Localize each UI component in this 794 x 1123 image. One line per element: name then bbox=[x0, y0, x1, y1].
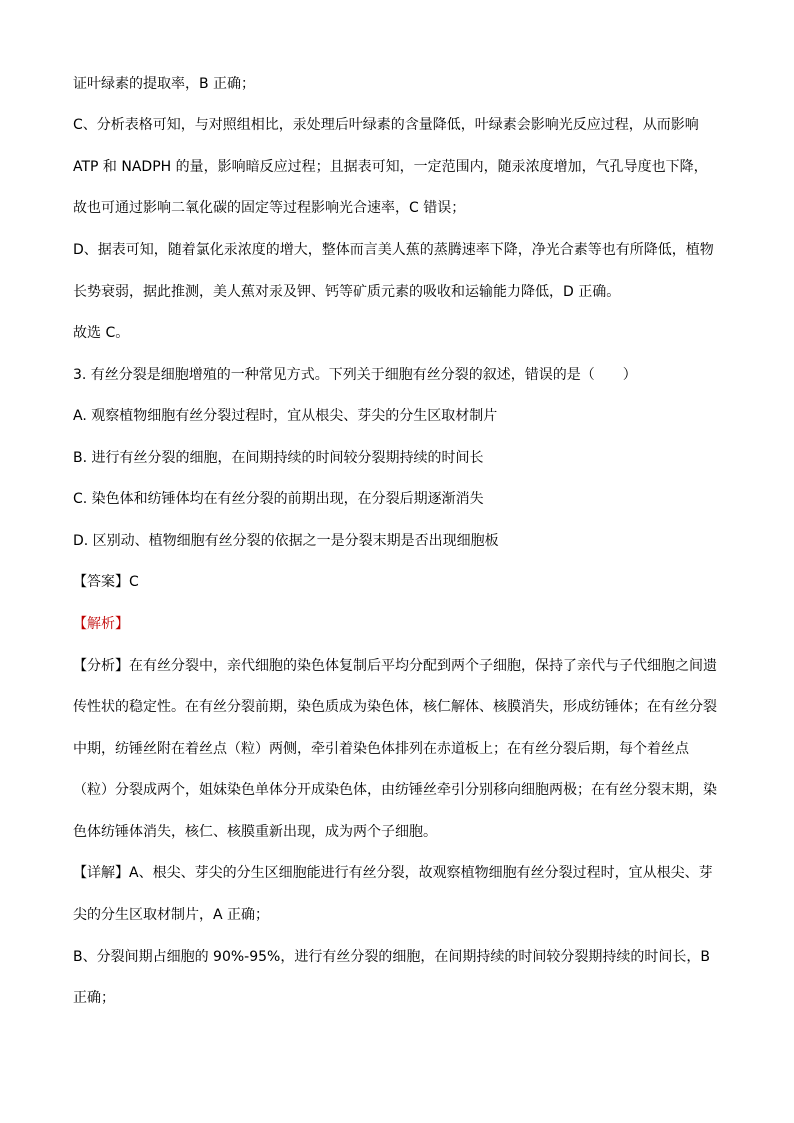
text-line: 故也可通过影响二氧化碳的固定等过程影响光合速率，C 错误； bbox=[73, 200, 466, 216]
text-line: 证叶绿素的提取率，B 正确； bbox=[73, 76, 256, 92]
text-line: 正确； bbox=[73, 990, 115, 1006]
analysis-line: 【分析】在有丝分裂中，亲代细胞的染色体复制后平均分配到两个子细胞，保持了亲代与子代细胞之间遗 bbox=[73, 658, 717, 674]
text-line: ATP 和 NADPH 的量，影响暗反应过程；且据表可知，一定范围内，随汞浓度增加，气孔导度也下降， bbox=[73, 159, 708, 175]
text-line: D、据表可知，随着氯化汞浓度的增大，整体而言美人蕉的蒸腾速率下降，净光合素等也有所降低，植物 bbox=[73, 242, 714, 258]
text-line: 长势衰弱，据此推测，美人蕉对汞及钾、钙等矿质元素的吸收和运输能力降低，D 正确。 bbox=[73, 284, 621, 300]
text-line: （粒）分裂成两个，姐妹染色单体分开成染色体，由纺锤丝牵引分别移向细胞两极；在有丝分裂末期，染 bbox=[73, 782, 717, 798]
text-line: 中期，纺锤丝附在着丝点（粒）两侧，牵引着染色体排列在赤道板上；在有丝分裂后期，每个着丝点 bbox=[73, 741, 689, 757]
text-line: 传性状的稳定性。在有丝分裂前期，染色质成为染色体，核仁解体、核膜消失，形成纺锤体；在有丝分裂 bbox=[73, 699, 717, 715]
text-line: B、分裂间期占细胞的 90%-95%，进行有丝分裂的细胞，在间期持续的时间较分裂期持续的时间长，B bbox=[73, 949, 710, 965]
text-line: 尖的分生区取材制片，A 正确； bbox=[73, 907, 270, 923]
explanation-heading: 【解析】 bbox=[73, 616, 129, 632]
option-b: B. 进行有丝分裂的细胞，在间期持续的时间较分裂期持续的时间长 bbox=[73, 450, 484, 466]
option-c: C. 染色体和纺锤体均在有丝分裂的前期出现，在分裂后期逐渐消失 bbox=[73, 491, 484, 507]
answer-line: 【答案】C bbox=[73, 574, 139, 590]
text-line: 故选 C。 bbox=[73, 325, 130, 341]
text-line: C、分析表格可知，与对照组相比，汞处理后叶绿素的含量降低，叶绿素会影响光反应过程，从而影响 bbox=[73, 117, 699, 133]
detail-line: 【详解】A、根尖、芽尖的分生区细胞能进行有丝分裂，故观察植物细胞有丝分裂过程时，宜从根尖、芽 bbox=[73, 865, 713, 881]
option-d: D. 区别动、植物细胞有丝分裂的依据之一是分裂末期是否出现细胞板 bbox=[73, 533, 499, 549]
text-line: 色体纺锤体消失，核仁、核膜重新出现，成为两个子细胞。 bbox=[73, 824, 437, 840]
question-stem: 3. 有丝分裂是细胞增殖的一种常见方式。下列关于细胞有丝分裂的叙述，错误的是（ ） bbox=[73, 367, 637, 383]
option-a: A. 观察植物细胞有丝分裂过程时，宜从根尖、芽尖的分生区取材制片 bbox=[73, 408, 498, 424]
